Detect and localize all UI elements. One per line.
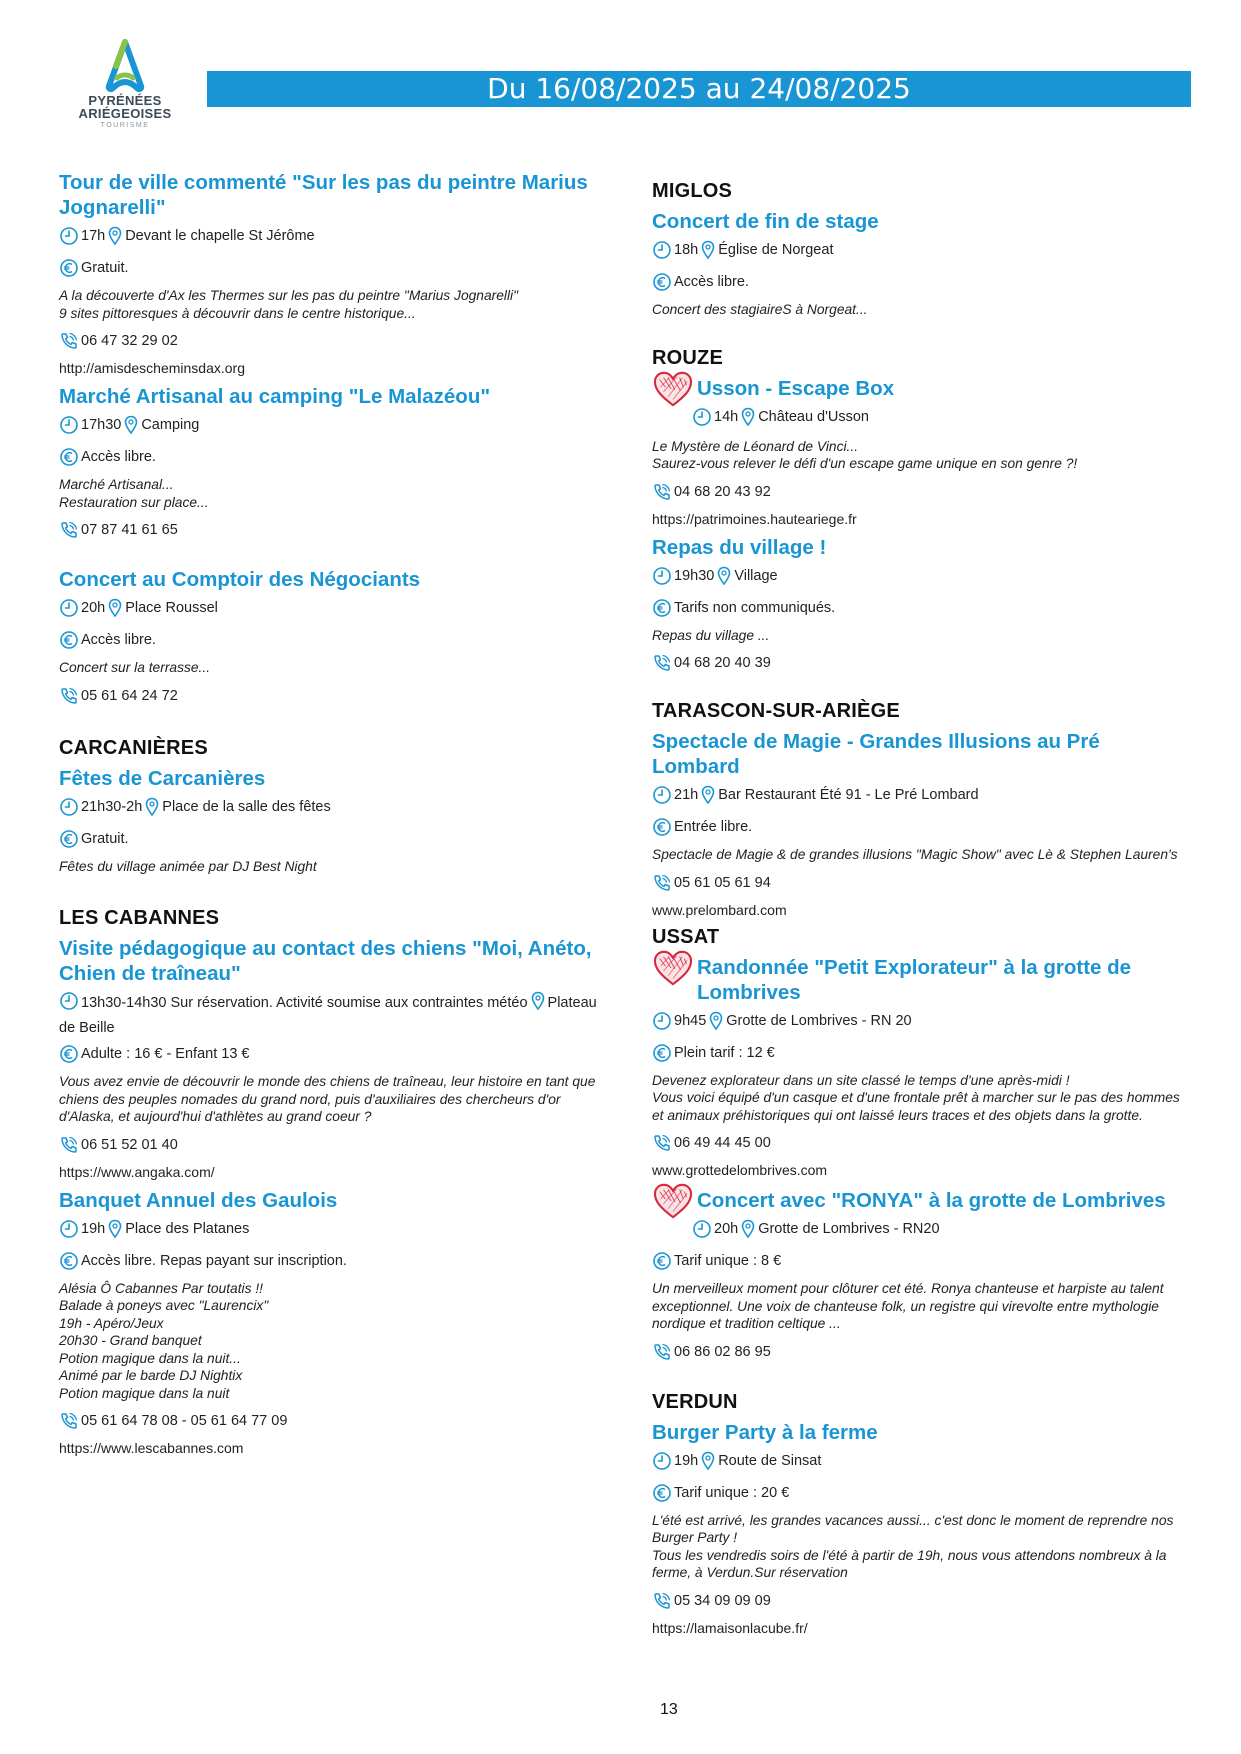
- event-meta: [652, 784, 1192, 806]
- event-concert-comptoir: [59, 567, 609, 707]
- event-price-text: Tarif unique : 20 €: [674, 1484, 790, 1501]
- euro-icon: [59, 1044, 79, 1064]
- event-meta: [59, 796, 609, 818]
- clock-icon: [59, 415, 79, 435]
- event-price: [652, 1250, 1192, 1272]
- event-price: [652, 1482, 1192, 1504]
- event-phone-number[interactable]: 07 87 41 61 65: [81, 522, 178, 538]
- event-url[interactable]: https://patrimoines.hauteariege.fr: [652, 510, 857, 527]
- event-place: Place de la salle des fêtes: [162, 798, 331, 815]
- location-pin-icon: [124, 415, 138, 435]
- event-url[interactable]: https://www.angaka.com/: [59, 1163, 215, 1180]
- event-price: [652, 1042, 1192, 1064]
- euro-icon: [652, 1043, 672, 1063]
- event-price: [59, 828, 609, 850]
- event-price: [59, 446, 609, 468]
- event-phone-number[interactable]: 06 49 44 45 00: [674, 1135, 771, 1151]
- phone-icon: [59, 1411, 79, 1431]
- event-description: Vous avez envie de découvrir le monde des chiens de traîneau, leur histoire en tant que chiens des peuples nomades du grand nord, puis d'auxiliaires des chercheurs d'or d'Alaska, et aujourd'hui d'athlètes au grand coeur ?: [59, 1074, 596, 1124]
- event-place: Église de Norgeat: [718, 242, 834, 258]
- event-time: 19h: [674, 1452, 699, 1469]
- brand-logo: [70, 38, 180, 138]
- event-price-text: Accès libre. Repas payant sur inscription.: [81, 1252, 347, 1269]
- event-place: Place Roussel: [125, 600, 218, 616]
- event-phone: [652, 1341, 1192, 1363]
- euro-icon: [652, 1483, 672, 1503]
- event-url[interactable]: https://lamaisonlacube.fr/: [652, 1619, 808, 1636]
- right-column: [652, 180, 1192, 1644]
- clock-icon: [692, 407, 712, 427]
- location-heading-carcanieres: CARCANIÈRES: [59, 736, 208, 759]
- event-title[interactable]: Banquet Annuel des Gaulois: [59, 1188, 338, 1212]
- event-url[interactable]: http://amisdescheminsdax.org: [59, 360, 245, 376]
- event-time: 21h: [674, 787, 699, 803]
- event-burger-party: [652, 1420, 1192, 1638]
- event-description: Repas du village ...: [652, 627, 770, 643]
- event-phone: [652, 652, 1192, 674]
- event-description: L'été est arrivé, les grandes vacances aussi... c'est donc le moment de reprendre nos Burger Party ! Tous les vendredis soirs de l'été à partir de 19h, nous vous attendons nombreux à la ferme, à Verdun.Sur réservation: [652, 1512, 1174, 1580]
- event-url[interactable]: www.grottedelombrives.com: [652, 1162, 828, 1178]
- event-visite-chiens: [59, 936, 609, 1182]
- phone-icon: [652, 873, 672, 893]
- event-price-text: Gratuit.: [81, 260, 129, 276]
- event-phone: [59, 519, 609, 541]
- location-heading-les-cabannes: LES CABANNES: [59, 907, 220, 929]
- location-pin-icon: [701, 785, 715, 805]
- event-title[interactable]: Usson - Escape Box: [697, 376, 895, 400]
- event-price-text: Accès libre.: [81, 449, 156, 465]
- event-title[interactable]: Marché Artisanal au camping "Le Malazéou": [59, 385, 491, 408]
- event-time: 17h: [81, 228, 106, 244]
- event-phone-number[interactable]: 04 68 20 43 92: [674, 483, 771, 500]
- event-phone: [59, 1134, 609, 1156]
- event-description: Le Mystère de Léonard de Vinci... Saurez-vous relever le défi d'un escape game unique en son genre ?!: [652, 438, 1078, 471]
- location-pin-icon: [741, 407, 755, 427]
- phone-icon: [59, 1135, 79, 1155]
- event-repas-village: [652, 535, 1192, 675]
- location-heading-tarascon: TARASCON-SUR-ARIÈGE: [652, 700, 900, 722]
- event-time: 21h30-2h: [81, 798, 143, 815]
- location-heading-ussat: USSAT: [652, 925, 720, 948]
- event-title[interactable]: Concert avec "RONYA" à la grotte de Lombrives: [697, 1189, 1166, 1212]
- event-description: Marché Artisanal... Restauration sur place...: [59, 477, 209, 510]
- euro-icon: [652, 598, 672, 618]
- euro-icon: [59, 829, 79, 849]
- location-pin-icon: [531, 991, 545, 1011]
- event-time: 19h: [81, 1220, 106, 1237]
- event-description: Devenez explorateur dans un site classé le temps d'une après-midi ! Vous voici équipé d'un casque et d'une frontale prêt à marcher sur le pas des hommes et animaux préhistoriques qui ont laissé leurs traces et des objets dans la grotte.: [652, 1072, 1180, 1123]
- clock-icon: [59, 797, 79, 817]
- event-description: Concert des stagiaireS à Norgeat...: [652, 302, 868, 317]
- clock-icon: [652, 566, 672, 586]
- event-time: 9h45: [674, 1012, 707, 1029]
- phone-icon: [59, 331, 79, 351]
- event-time: 18h: [674, 242, 699, 258]
- location-pin-icon: [709, 1011, 723, 1031]
- event-tour-de-ville: [59, 170, 609, 378]
- event-meta: [59, 991, 609, 1041]
- favorite-heart-icon: [652, 370, 694, 408]
- euro-icon: [652, 1251, 672, 1271]
- event-price: [59, 1250, 609, 1272]
- event-time: 19h30: [674, 567, 715, 584]
- event-meta: [652, 239, 1192, 261]
- event-title[interactable]: Tour de ville commenté "Sur les pas du peintre Marius Jognarelli": [59, 171, 588, 219]
- clock-icon: [59, 1219, 79, 1239]
- event-description: Fêtes du village animée par DJ Best Night: [59, 858, 317, 874]
- event-title[interactable]: Spectacle de Magie - Grandes Illusions au Pré Lombard: [652, 730, 1100, 778]
- page-number: 13: [660, 1701, 678, 1718]
- clock-icon: [59, 598, 79, 618]
- event-meta: [59, 225, 609, 247]
- event-meta: [59, 597, 609, 619]
- event-title[interactable]: Visite pédagogique au contact des chiens "Moi, Anéto, Chien de traîneau": [59, 937, 592, 985]
- event-price-text: Accès libre.: [674, 274, 749, 290]
- phone-icon: [652, 1342, 672, 1362]
- event-phone-number[interactable]: 06 51 52 01 40: [81, 1136, 178, 1153]
- event-price-text: Plein tarif : 12 €: [674, 1044, 775, 1061]
- location-pin-icon: [741, 1219, 755, 1239]
- phone-icon: [652, 653, 672, 673]
- event-place: Grotte de Lombrives - RN 20: [726, 1012, 912, 1029]
- favorite-heart-icon: [652, 1182, 694, 1220]
- phone-icon: [59, 520, 79, 540]
- event-randonnee-explorateur: [652, 955, 1192, 1181]
- location-pin-icon: [108, 226, 122, 246]
- event-phone-number[interactable]: 05 61 05 61 94: [674, 874, 771, 891]
- event-place: Place des Platanes: [125, 1220, 250, 1237]
- clock-icon: [652, 240, 672, 260]
- euro-icon: [652, 272, 672, 292]
- phone-icon: [652, 1133, 672, 1153]
- event-fetes-carcanieres: [59, 766, 609, 876]
- event-concert-fin-stage: [652, 209, 1192, 319]
- date-range-banner: Du 16/08/2025 au 24/08/2025: [207, 71, 1191, 107]
- location-pin-icon: [108, 1219, 122, 1239]
- brand-logo-icon: [103, 38, 147, 94]
- favorite-heart-icon: [652, 949, 694, 987]
- clock-icon: [692, 1219, 712, 1239]
- event-price-text: Tarif unique : 8 €: [674, 1253, 782, 1269]
- event-phone: [652, 1132, 1192, 1154]
- event-phone: [59, 330, 609, 352]
- event-description: Spectacle de Magie & de grandes illusions "Magic Show" avec Lè & Stephen Lauren's: [652, 847, 1178, 862]
- phone-icon: [652, 1591, 672, 1611]
- clock-icon: [59, 991, 79, 1011]
- event-time: 20h: [714, 1221, 739, 1237]
- euro-icon: [59, 258, 79, 278]
- euro-icon: [652, 817, 672, 837]
- event-usson-escape-box: [652, 376, 1192, 529]
- event-place: Village: [734, 567, 778, 584]
- event-meta: [652, 1218, 1192, 1240]
- event-place: Plateau de Beille: [59, 995, 597, 1036]
- event-place: Bar Restaurant Été 91 - Le Pré Lombard: [718, 787, 979, 803]
- euro-icon: [59, 447, 79, 467]
- event-meta: [652, 565, 1192, 587]
- event-meta: [652, 406, 1192, 428]
- event-time: 13h30-14h30 Sur réservation. Activité soumise aux contraintes météo: [81, 995, 528, 1011]
- event-place: Route de Sinsat: [718, 1452, 822, 1469]
- event-description: Un merveilleux moment pour clôturer cet été. Ronya chanteuse et harpiste au talent exceptionnel. Une voix de chanteuse folk, un registre qui virevolte entre mythologie nordique et tradition celtique ...: [652, 1281, 1164, 1331]
- location-heading-verdun: VERDUN: [652, 1390, 738, 1413]
- clock-icon: [652, 785, 672, 805]
- event-phone: [59, 685, 609, 707]
- event-url[interactable]: www.prelombard.com: [652, 901, 787, 918]
- event-banquet-gaulois: [59, 1188, 609, 1459]
- event-price-text: Accès libre.: [81, 632, 156, 648]
- event-price-text: Tarifs non communiqués.: [674, 599, 836, 616]
- event-meta: [652, 1010, 1192, 1032]
- location-heading-miglos: MIGLOS: [652, 180, 733, 202]
- left-column: [59, 170, 609, 1464]
- event-description: Concert sur la terrasse...: [59, 660, 211, 675]
- phone-icon: [59, 686, 79, 706]
- event-meta: [652, 1450, 1192, 1472]
- event-price-text: Entrée libre.: [674, 819, 753, 835]
- event-description: Alésia Ô Cabannes Par toutatis !! Balade à poneys avec "Laurencix" 19h - Apéro/Jeux 20h30 - Grand banquet Potion magique dans la nuit... Animé par le barde DJ Nightix Potion magique dans la nuit: [59, 1280, 269, 1401]
- event-place: Devant le chapelle St Jérôme: [125, 228, 315, 244]
- event-price-text: Adulte : 16 € - Enfant 13 €: [81, 1046, 250, 1062]
- event-price: [652, 597, 1192, 619]
- event-price: [652, 816, 1192, 838]
- location-pin-icon: [717, 566, 731, 586]
- event-phone-number[interactable]: 06 86 02 86 95: [674, 1343, 771, 1360]
- event-phone: [652, 872, 1192, 894]
- event-price: [59, 1043, 609, 1065]
- location-pin-icon: [701, 240, 715, 260]
- event-title[interactable]: Burger Party à la ferme: [652, 1420, 878, 1444]
- event-price: [59, 629, 609, 651]
- event-spectacle-magie: [652, 729, 1192, 920]
- clock-icon: [652, 1451, 672, 1471]
- brand-name-line2: ARIÉGEOISES: [78, 106, 172, 121]
- brand-name-line1: PYRÉNÉES: [88, 93, 162, 108]
- event-phone-number[interactable]: 06 47 32 29 02: [81, 333, 178, 349]
- event-phone: [652, 1590, 1192, 1612]
- event-phone: [59, 1410, 609, 1432]
- event-meta: [59, 414, 609, 436]
- event-place: Camping: [141, 417, 200, 433]
- event-title[interactable]: Fêtes de Carcanières: [59, 766, 266, 790]
- event-meta: [59, 1218, 609, 1240]
- brand-name-line3: TOURISME: [100, 122, 150, 129]
- euro-icon: [59, 630, 79, 650]
- event-marche-artisanal: [59, 384, 609, 541]
- clock-icon: [652, 1011, 672, 1031]
- event-title[interactable]: Repas du village !: [652, 535, 827, 559]
- event-place: Château d'Usson: [758, 408, 869, 425]
- event-concert-ronya: [652, 1188, 1192, 1363]
- event-phone-number[interactable]: 05 34 09 09 09: [674, 1592, 771, 1609]
- event-phone-number[interactable]: 05 61 64 78 08 - 05 61 64 77 09: [81, 1413, 288, 1429]
- event-phone: [652, 481, 1192, 503]
- event-title[interactable]: Concert de fin de stage: [652, 210, 879, 233]
- event-description: A la découverte d'Ax les Thermes sur les pas du peintre "Marius Jognarelli" 9 sites pittoresques à découvrir dans le centre historique...: [59, 288, 518, 321]
- location-pin-icon: [108, 598, 122, 618]
- event-phone-number[interactable]: 05 61 64 24 72: [81, 687, 178, 704]
- event-place: Grotte de Lombrives - RN20: [758, 1221, 940, 1237]
- clock-icon: [59, 226, 79, 246]
- event-price: [652, 271, 1192, 293]
- euro-icon: [59, 1251, 79, 1271]
- event-price: [59, 257, 609, 279]
- event-time: 14h: [714, 408, 739, 425]
- event-phone-number[interactable]: 04 68 20 40 39: [674, 655, 771, 671]
- event-url[interactable]: https://www.lescabannes.com: [59, 1440, 244, 1456]
- event-price-text: Gratuit.: [81, 830, 129, 847]
- location-pin-icon: [701, 1451, 715, 1471]
- location-pin-icon: [145, 797, 159, 817]
- event-title[interactable]: Concert au Comptoir des Négociants: [59, 568, 421, 591]
- event-time: 20h: [81, 600, 106, 616]
- event-title[interactable]: Randonnée "Petit Explorateur" à la grotte de Lombrives: [697, 955, 1132, 1004]
- phone-icon: [652, 482, 672, 502]
- event-time: 17h30: [81, 417, 122, 433]
- location-heading-rouze: ROUZE: [652, 346, 723, 369]
